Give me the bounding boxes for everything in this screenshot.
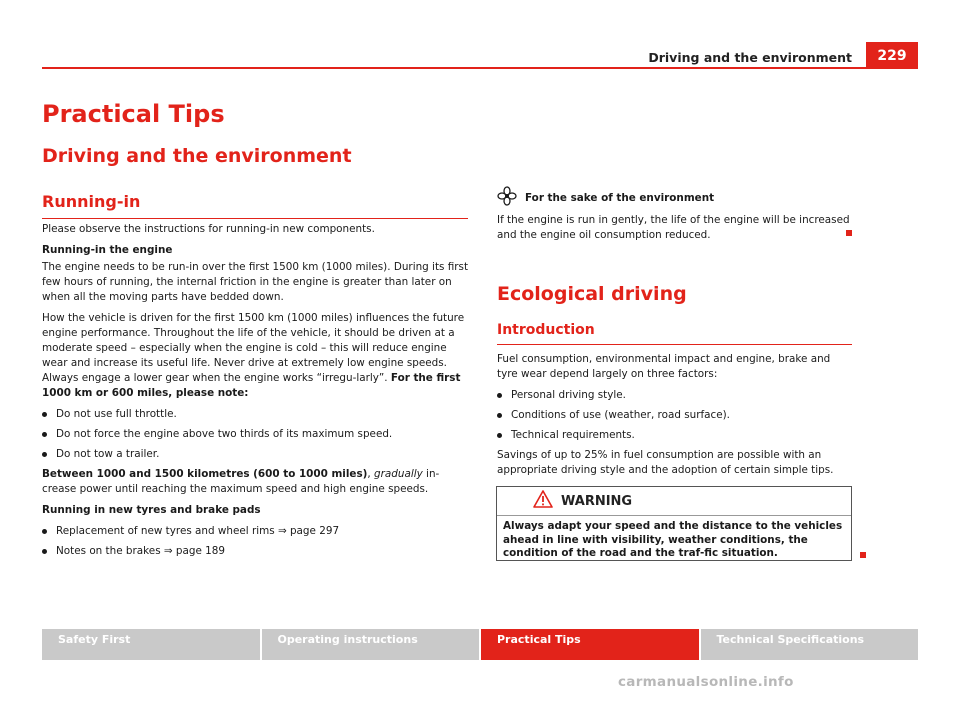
introduction-body [497, 352, 852, 484]
list-item-link[interactable]: Notes on the brakes ⇒ page 189 [42, 544, 470, 559]
list-item: Conditions of use (weather, road surface). [497, 408, 852, 423]
list-item: Technical requirements. [497, 428, 852, 443]
para2-text: How the vehicle is driven for the first 1500 km (1000 miles) influences the future engine performance. Throughout the life of the vehicle, it should be driven at a moderate speed – especially when the engine is cold – this will reduce engine wear and increase its useful life. Never drive at extremely low engine speeds. Always engage a lower gear when the engine works “irregu-larly”. [42, 312, 465, 384]
tab-technical-specifications[interactable]: Technical Specifications [699, 629, 919, 660]
watermark: carmanualsonline.info [618, 674, 794, 690]
first-km-list [42, 407, 470, 462]
para3-text: in-crease power until reaching the maximum speed and high engine speeds. [42, 468, 440, 495]
running-in-title: Running-in [42, 192, 468, 219]
environment-heading [497, 186, 852, 211]
running-in-intro: Please observe the instructions for running-in new components. [42, 223, 375, 235]
tab-operating-instructions[interactable]: Operating instructions [260, 629, 480, 660]
tyres-label: Running in new tyres and brake pads [42, 504, 261, 516]
intro-para1: Fuel consumption, environmental impact and engine, brake and tyre wear depend largely on three factors: [497, 353, 831, 380]
environment-text-body: If the engine is run in gently, the life of the engine will be increased and the engine oil consumption reduced. [497, 214, 850, 241]
para3-bold: Between 1000 and 1500 kilometres (600 to 1000 miles) [42, 468, 368, 480]
end-marker [846, 230, 852, 236]
introduction-title: Introduction [497, 321, 852, 345]
para3-italic: gradually [374, 468, 423, 480]
end-marker [860, 552, 866, 558]
tab-practical-tips[interactable]: Practical Tips [479, 629, 699, 660]
environment-note [497, 186, 852, 249]
warning-header [497, 487, 851, 515]
intro-para2: Savings of up to 25% in fuel consumption are possible with an appropriate driving style and the adoption of certain simple tips. [497, 449, 834, 476]
para3-sep: , [367, 468, 375, 480]
chapter-nav-bar [42, 629, 918, 660]
list-item: Do not use full throttle. [42, 407, 470, 422]
list-item: Do not force the engine above two thirds of its maximum speed. [42, 427, 470, 442]
flower-icon [497, 186, 525, 211]
running-in-para3 [42, 467, 470, 497]
ecological-driving-title: Ecological driving [497, 283, 687, 305]
warning-triangle-icon [533, 490, 561, 512]
running-in-body [42, 222, 470, 564]
list-item: Do not tow a trailer. [42, 447, 470, 462]
chapter-title: Practical Tips [42, 100, 225, 128]
tab-safety-first[interactable]: Safety First [42, 629, 260, 660]
running-in-para1: The engine needs to be run-in over the first 1500 km (1000 miles). During its first few hours of running, the internal friction in the engine is greater than later on when all the moving parts have bedded down. [42, 261, 469, 303]
environment-title: For the sake of the environment [525, 192, 715, 204]
warning-box [496, 486, 852, 561]
engine-label: Running-in the engine [42, 244, 173, 256]
running-in-para2 [42, 311, 470, 401]
section-title: Driving and the environment [42, 145, 352, 167]
header-rule [42, 67, 918, 69]
environment-text [497, 213, 852, 243]
para2-bold: For the first 1000 km or 600 miles, please note: [42, 372, 461, 399]
warning-label: WARNING [561, 493, 633, 509]
list-item-link[interactable]: Replacement of new tyres and wheel rims ⇒ page 297 [42, 524, 470, 539]
list-item: Personal driving style. [497, 388, 852, 403]
warning-text: Always adapt your speed and the distance to the vehicles ahead in line with visibility, weather conditions, the condition of the road and the traf-fic situation. [503, 520, 843, 559]
tyre-list [42, 524, 470, 559]
running-header-title: Driving and the environment [648, 50, 852, 65]
factors-list [497, 388, 852, 443]
page-number: 229 [866, 42, 918, 68]
